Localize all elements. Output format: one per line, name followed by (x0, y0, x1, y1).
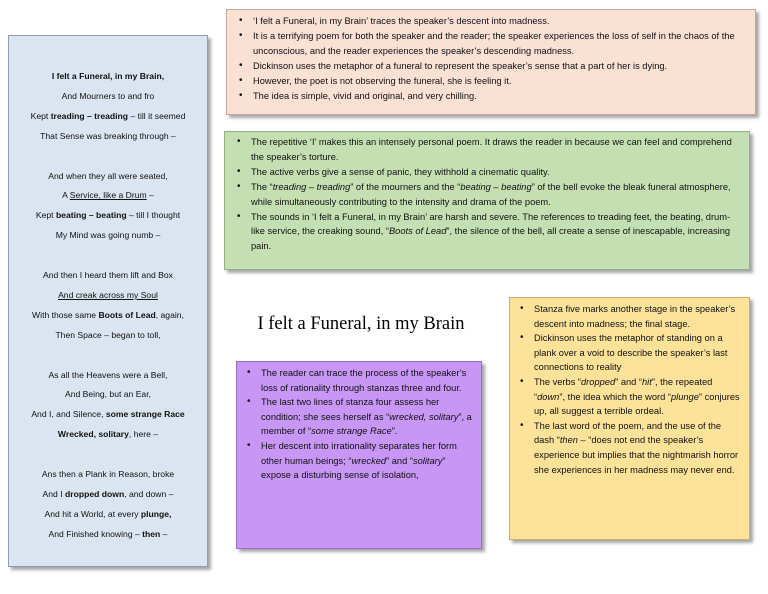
text-segment: Boots of Lead (98, 309, 156, 320)
poem-line (9, 306, 207, 326)
poem-panel (8, 35, 208, 567)
text-segment: And hit a World, at every (44, 508, 141, 519)
text-segment: Her descent into irrationality separates her form other human beings; “ (261, 440, 457, 466)
bullet-item (253, 89, 745, 104)
notes-descent-list (233, 14, 745, 103)
text-segment: Then Space – began to toll, (55, 329, 161, 340)
text-segment: Stanza five marks another stage in the speaker’s descent into madness; the final stage. (534, 304, 736, 329)
text-segment: ” of the mourners and the “ (350, 181, 461, 192)
text-segment: And I, and Silence, (31, 409, 106, 420)
stanza-gap (9, 147, 207, 167)
bullet-item (253, 29, 745, 59)
poem-line (9, 465, 207, 485)
text-segment: – (160, 528, 168, 539)
stanza-gap (9, 445, 207, 465)
poem-line (9, 525, 207, 545)
text-segment: some strange Race (311, 426, 392, 437)
poem-line (9, 505, 207, 525)
text-segment: Ans then a Plank in Reason, broke (41, 469, 175, 480)
text-segment: , and down – (124, 488, 174, 499)
poem-line (9, 326, 207, 346)
text-segment: The “ (251, 181, 273, 192)
text-segment: And Finished knowing – (48, 528, 143, 539)
bullet-item (261, 439, 475, 483)
poem-line (9, 425, 207, 445)
text-segment: The verbs “ (534, 376, 582, 387)
text-segment: The last two lines of stanza four assess her condition; she sees herself as “ (261, 397, 440, 422)
text-segment: ” conjures up, all suggest a terrible ordeal. (534, 391, 740, 417)
text-segment: My Mind was going numb – (55, 230, 161, 241)
poem-line (9, 127, 207, 147)
text-segment: ” and “ (386, 455, 413, 466)
bullet-item (251, 135, 739, 165)
poem-line (9, 67, 207, 87)
text-segment: However, the poet is not observing the funeral, she is feeling it. (253, 75, 512, 86)
text-segment: And then I heard them lift and Box (43, 270, 173, 281)
text-segment: treading – treading (50, 110, 129, 121)
text-segment: dropped (581, 376, 616, 387)
notes-stanza-five-list (514, 302, 743, 477)
text-segment: dropped down (65, 488, 125, 499)
bullet-item (251, 180, 739, 210)
bullet-item (534, 302, 743, 331)
text-segment: then (142, 528, 161, 539)
text-segment: solitary (412, 455, 443, 466)
text-segment: Dickinson uses the metaphor of standing on a plank over a void to describe the speaker’s last connections to reality (534, 333, 728, 373)
text-segment: hit (642, 376, 652, 387)
text-segment: I felt a Funeral, in my Brain, (51, 71, 165, 81)
text-segment: , again, (155, 309, 184, 320)
text-segment: The sounds in ‘I felt a Funeral, in my Brain’ are harsh and severe. The references to treading feet, the beating, drum-like service, the creaking sound, “ (251, 211, 731, 237)
poem-line (9, 385, 207, 405)
text-segment: Dickinson uses the metaphor of a funeral to represent the speaker’s sense that a part of her is dying. (253, 60, 668, 71)
text-segment: Service, like a Drum (69, 190, 147, 201)
text-segment: The last word of the poem, and the use of the dash “ (534, 420, 722, 446)
text-segment: The repetitive ‘I’ makes this an intensely personal poem. It draws the reader in because we can feel and comprehend the speaker’s torture. (251, 137, 732, 162)
poem-line (9, 87, 207, 107)
text-segment: ”. (391, 426, 398, 437)
text-segment: The active verbs give a sense of panic, they withhold a cinematic quality. (251, 166, 550, 177)
text-segment: And creak across my Soul (58, 289, 158, 300)
poem-line (9, 206, 207, 226)
bullet-item (253, 74, 745, 89)
text-segment: And I (42, 488, 66, 499)
text-segment: Wrecked, solitary (57, 429, 129, 440)
text-segment: down (537, 391, 560, 402)
text-segment: then (559, 435, 578, 446)
text-segment: – till I thought (126, 210, 181, 221)
bullet-item (261, 395, 475, 439)
notes-sound-list (231, 135, 739, 254)
poem-line (9, 167, 207, 187)
poem-line (9, 485, 207, 505)
notes-descent-panel (226, 9, 756, 115)
poem-line (9, 266, 207, 286)
notes-rationality-list (241, 366, 475, 483)
text-segment: ” and “ (615, 376, 643, 387)
text-segment: ”, a member of “ (261, 411, 472, 437)
text-segment: Kept (30, 110, 51, 121)
text-segment: ‘I felt a Funeral, in my Brain’ traces the speaker’s descent into madness. (253, 16, 550, 26)
poem-line (9, 186, 207, 206)
text-segment: some strange Race (105, 409, 185, 420)
text-segment: Kept (35, 210, 56, 221)
stanza-gap (9, 246, 207, 266)
text-segment: – till it seemed (128, 110, 186, 121)
poem-line (9, 366, 207, 386)
bullet-item (251, 165, 739, 180)
text-segment: The idea is simple, vivid and original, and very chilling. (253, 90, 477, 101)
poem-line (9, 286, 207, 306)
text-segment: And Mourners to and fro (61, 90, 155, 101)
text-segment: ” of the bell evoke the bleak funeral atmosphere, while simultaneously contributing to the intensity and drama of the poem. (251, 181, 731, 207)
text-segment: And Being, but an Ear, (64, 389, 151, 400)
text-segment: beating – beating (460, 181, 532, 192)
text-segment: ”, the repeated “ (534, 376, 713, 402)
poem-line (9, 107, 207, 127)
text-segment: ” expose a disturbing sense of isolation, (261, 455, 446, 481)
bullet-item (253, 59, 745, 74)
bullet-item (534, 419, 743, 477)
text-segment: And when they all were seated, (48, 170, 168, 181)
notes-rationality-panel (236, 361, 482, 549)
bullet-item (534, 331, 743, 375)
text-segment: With those same (32, 309, 99, 320)
text-segment: Boots of Lead (388, 226, 447, 237)
stanza-gap (9, 346, 207, 366)
poem-line (9, 226, 207, 246)
text-segment: – “does not end the speaker’s experience but implies that the nightmarish horror she experiences in her madness may never end. (534, 435, 739, 475)
text-segment: plunge (670, 391, 699, 402)
poem-line (9, 405, 207, 425)
text-segment: wrecked, solitary (389, 411, 459, 422)
text-segment: It is a terrifying poem for both the speaker and the reader; the speaker experiences the loss of self in the chaos of the unconscious, and the reader experiences the speaker’s descending madness. (253, 30, 735, 56)
text-segment: As all the Heavens were a Bell, (48, 369, 168, 380)
text-segment: – (146, 190, 154, 201)
bullet-item (251, 210, 739, 255)
notes-stanza-five-panel (509, 297, 750, 540)
text-segment: A (62, 190, 70, 201)
text-segment: ”, the idea which the word “ (559, 391, 671, 402)
bullet-item (253, 14, 745, 29)
text-segment: , here – (128, 429, 159, 440)
text-segment: beating – beating (55, 210, 127, 221)
text-segment: treading – treading (272, 181, 351, 192)
bullet-item (534, 375, 743, 419)
text-segment: That Sense was breaking through – (40, 130, 176, 141)
page-title: I felt a Funeral, in my Brain (257, 314, 465, 334)
text-segment: plunge, (140, 508, 172, 519)
text-segment: wrecked (351, 455, 387, 466)
bullet-item (261, 366, 475, 395)
notes-sound-panel (224, 131, 750, 270)
text-segment: ”, the silence of the bell, all create a sense of inescapable, increasing pain. (251, 226, 731, 252)
text-segment: The reader can trace the process of the speaker’s loss of rationality through stanzas three and four. (261, 368, 467, 393)
